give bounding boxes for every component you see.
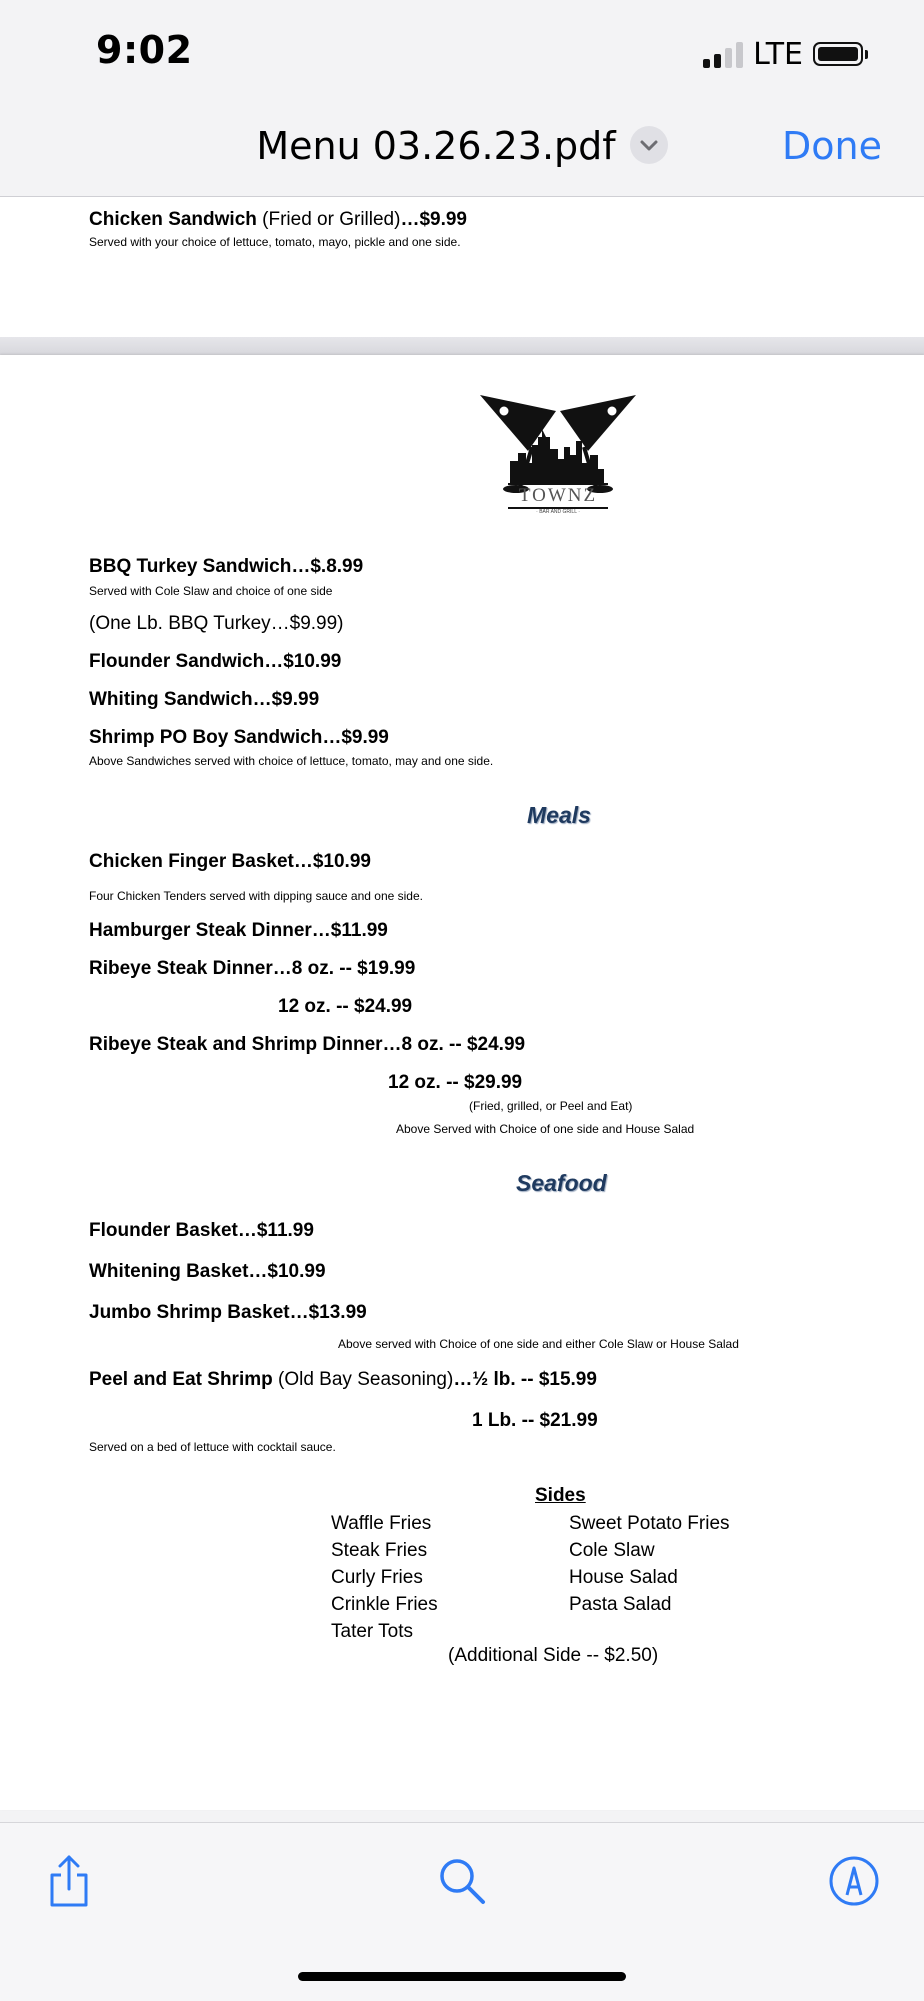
item-name: Peel and Eat Shrimp xyxy=(89,1369,273,1390)
menu-item-ribeye-shrimp-12oz: 12 oz. -- $29.99 xyxy=(388,1072,523,1093)
battery-cap xyxy=(865,50,868,59)
battery-icon xyxy=(813,42,863,66)
shrimp-prep-note: (Fried, grilled, or Peel and Eat) xyxy=(469,1099,633,1113)
home-indicator[interactable] xyxy=(298,1972,626,1981)
sides-column-left xyxy=(331,1510,438,1645)
item-price: …½ lb. -- $15.99 xyxy=(453,1369,597,1390)
chevron-down-icon[interactable] xyxy=(630,126,668,164)
section-heading-sides: Sides xyxy=(535,1485,586,1506)
item-name: Chicken Sandwich xyxy=(89,209,257,230)
logo-tagline: · BAR AND GRILL · xyxy=(536,509,580,515)
menu-item-ribeye-shrimp: Ribeye Steak and Shrimp Dinner…8 oz. -- $24.99 xyxy=(89,1034,526,1055)
sandwiches-note: Above Sandwiches served with choice of lettuce, tomato, may and one side. xyxy=(89,754,494,768)
section-heading-seafood: Seafood xyxy=(516,1170,607,1196)
menu-item-peel-and-eat-1lb: 1 Lb. -- $21.99 xyxy=(472,1410,598,1431)
menu-item-flounder-sandwich: Flounder Sandwich…$10.99 xyxy=(89,651,342,672)
status-time: 9:02 xyxy=(96,28,193,72)
menu-item-ribeye: Ribeye Steak Dinner…8 oz. -- $19.99 xyxy=(89,958,416,979)
item-description: Served with Cole Slaw and choice of one side xyxy=(89,584,333,598)
share-icon[interactable] xyxy=(44,1853,94,1909)
pdf-page xyxy=(0,355,924,1810)
item-description: Served with your choice of lettuce, tomato, mayo, pickle and one side. xyxy=(89,235,461,249)
menu-item-peel-and-eat xyxy=(89,1369,597,1391)
side-item: Curly Fries xyxy=(331,1567,423,1588)
item-description: Served on a bed of lettuce with cocktail sauce. xyxy=(89,1440,336,1454)
meals-note: Above Served with Choice of one side and House Salad xyxy=(396,1122,695,1136)
menu-item-shrimp-po-boy: Shrimp PO Boy Sandwich…$9.99 xyxy=(89,727,389,748)
menu-item-flounder-basket: Flounder Basket…$11.99 xyxy=(89,1220,314,1241)
page-separator xyxy=(0,337,924,355)
search-icon[interactable] xyxy=(436,1855,488,1907)
status-indicators xyxy=(703,34,868,74)
signal-icon xyxy=(703,40,743,68)
side-item: Tater Tots xyxy=(331,1621,414,1642)
menu-item-bbq-turkey: BBQ Turkey Sandwich…$.8.99 xyxy=(89,556,364,577)
additional-side-price: (Additional Side -- $2.50) xyxy=(448,1645,659,1666)
item-description: Four Chicken Tenders served with dipping sauce and one side. xyxy=(89,889,423,903)
menu-item-hamburger-steak: Hamburger Steak Dinner…$11.99 xyxy=(89,920,388,941)
side-item: Crinkle Fries xyxy=(331,1594,438,1615)
menu-item-whitening-basket: Whitening Basket…$10.99 xyxy=(89,1261,326,1282)
item-option: (Fried or Grilled) xyxy=(256,209,401,230)
side-item: Cole Slaw xyxy=(569,1540,655,1561)
document-title-text: Menu 03.26.23.pdf xyxy=(256,124,616,168)
side-item: House Salad xyxy=(569,1567,678,1588)
side-item: Waffle Fries xyxy=(331,1513,432,1534)
network-label: LTE xyxy=(753,36,803,72)
side-item: Sweet Potato Fries xyxy=(569,1513,730,1534)
done-button[interactable]: Done xyxy=(782,124,882,168)
menu-item-bbq-turkey-lb: (One Lb. BBQ Turkey…$9.99) xyxy=(89,613,344,634)
markup-icon[interactable] xyxy=(828,1855,880,1907)
townz-logo xyxy=(472,389,644,529)
pdf-page xyxy=(0,197,924,337)
menu-item-jumbo-shrimp: Jumbo Shrimp Basket…$13.99 xyxy=(89,1302,367,1323)
side-item: Pasta Salad xyxy=(569,1594,672,1615)
menu-item-chicken-sandwich xyxy=(89,209,467,231)
logo-wordmark: TOWNZ xyxy=(508,483,608,509)
section-heading-meals: Meals xyxy=(527,802,591,828)
item-option: (Old Bay Seasoning) xyxy=(272,1369,454,1390)
menu-item-chicken-finger: Chicken Finger Basket…$10.99 xyxy=(89,851,371,872)
menu-item-whiting-sandwich: Whiting Sandwich…$9.99 xyxy=(89,689,320,710)
side-item: Steak Fries xyxy=(331,1540,428,1561)
seafood-note: Above served with Choice of one side and either Cole Slaw or House Salad xyxy=(338,1337,739,1351)
item-price: …$9.99 xyxy=(400,209,467,230)
menu-item-ribeye-12oz: 12 oz. -- $24.99 xyxy=(278,996,413,1017)
sides-column-right xyxy=(569,1510,730,1618)
